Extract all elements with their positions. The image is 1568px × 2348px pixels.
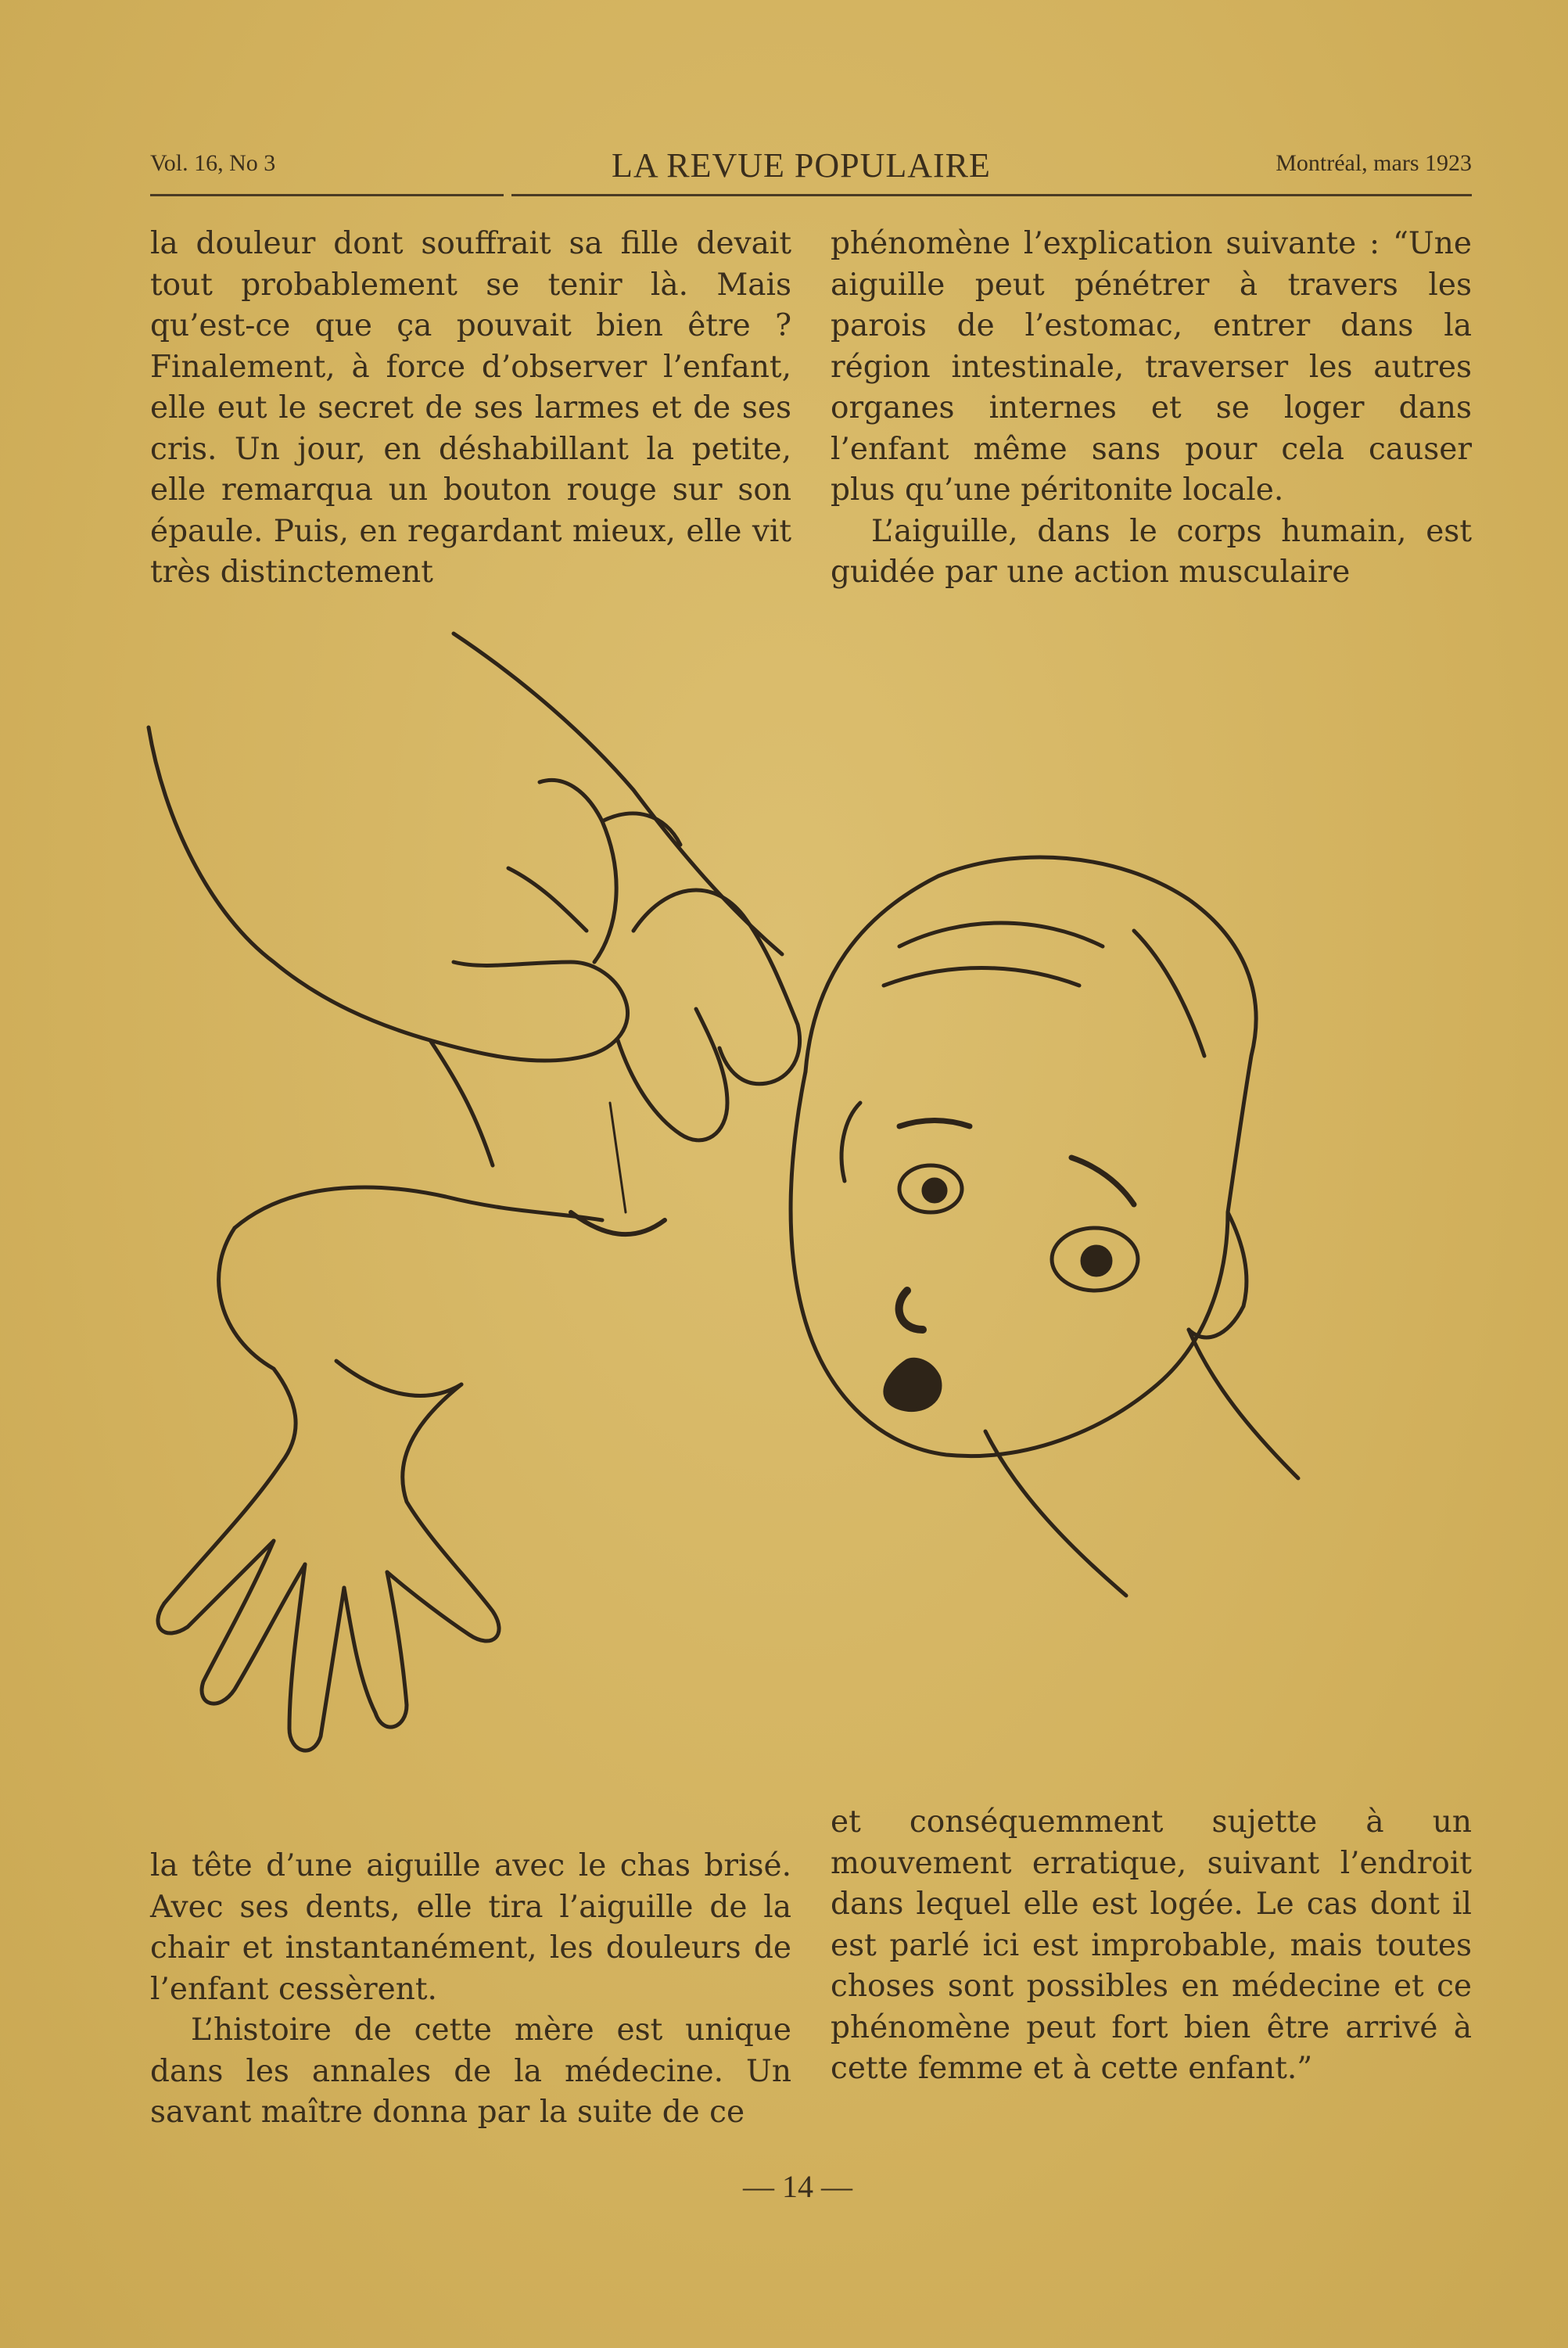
paragraph: la tête d’une aiguille avec le chas brisé. Avec ses dents, elle tira l’aiguille de la chair et instantanément, les douleurs de l’enfant cessèrent.: [150, 1848, 791, 2007]
page-number: — 14 —: [743, 2169, 852, 2204]
paragraph: L’aiguille, dans le corps humain, est guidée par une action musculaire: [831, 513, 1472, 590]
running-header: [150, 145, 1472, 185]
header-rule-left: [150, 194, 504, 196]
column-bottom-right: [831, 1802, 1472, 2090]
volume-number: Vol. 16, No 3: [150, 150, 276, 176]
paragraph: et conséquemment sujette à un mouvement erratique, suivant l’endroit dans lequel elle est logée. Le cas dont il est parlé ici est improbable, mais toutes choses sont possibles en médecine et ce phénomène peut fort bien être arrivé à cette femme et à cette enfant.”: [831, 1804, 1472, 2086]
column-top-left: [150, 224, 791, 594]
place-date: Montréal, mars 1923: [1276, 150, 1472, 176]
column-top-right: [831, 224, 1472, 594]
header-rule-right: [511, 194, 1472, 196]
journal-title: LA REVUE POPULAIRE: [612, 146, 991, 185]
paragraph: la douleur dont souffrait sa fille devait tout probablement se tenir là. Mais qu’est-ce que ça pouvait bien être ? Finalement, à force d’observer l’enfant, elle eut le secret de ses larmes et de ses cris. Un jour, en déshabillant la petite, elle remarqua un bouton rouge sur son épaule. Puis, en regardant mieux, elle vit très distinctement: [150, 226, 791, 590]
paragraph: L’histoire de cette mère est unique dans les annales de la médecine. Un savant maître donna par la suite de ce: [150, 2012, 791, 2130]
baby-illustration: [117, 618, 1486, 1791]
paragraph: phénomène l’explication suivante : “Une aiguille peut pénétrer à travers les parois de l’estomac, entrer dans la région intestinale, traverser les autres organes internes et se loger dans l’enfant même sans pour cela causer plus qu’une péritonite locale.: [831, 226, 1472, 508]
column-bottom-left: [150, 1846, 791, 2134]
illustration-drawing: [117, 618, 1486, 1791]
